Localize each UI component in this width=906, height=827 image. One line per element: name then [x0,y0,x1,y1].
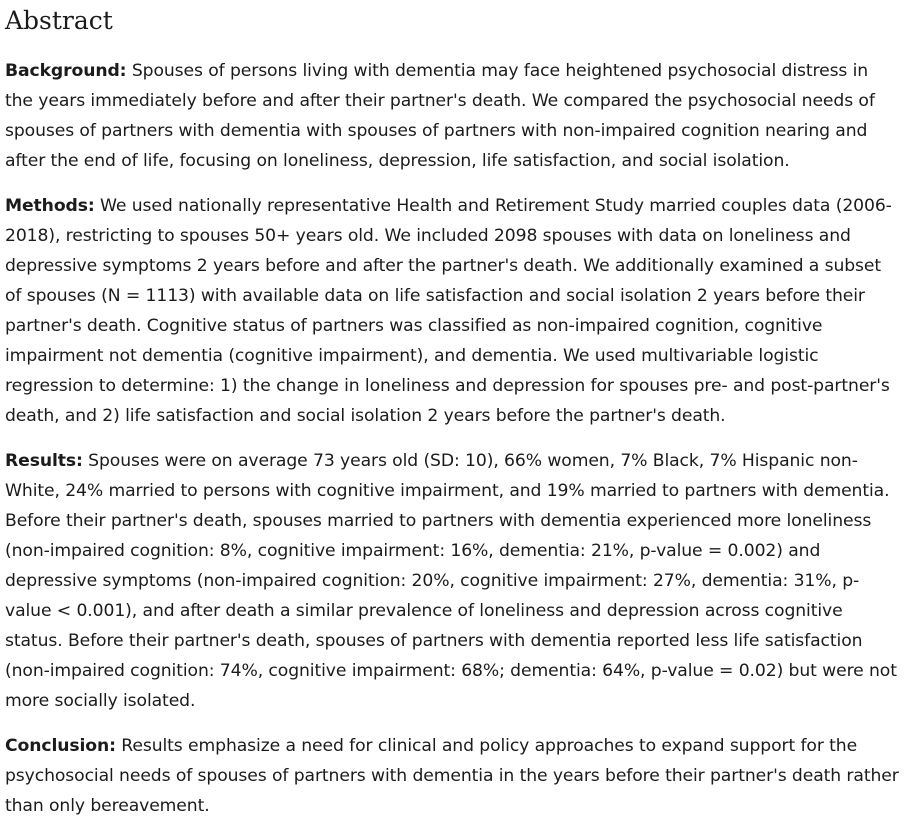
background-paragraph [5,56,900,176]
results-text: Spouses were on average 73 years old (SD: 10), 66% women, 7% Black, 7% Hispanic non-White, 24% married to persons with cognitive impairment, and 19% married to partners with dementia. Before their partner's death, spouses married to partners with dementia experienced more loneliness (non-impaired cognition: 8%, cognitive impairment: 16%, dementia: 21%, p-value = 0.002) and depressive symptoms (non-impaired cognition: 20%, cognitive impairment: 27%, dementia: 31%, p-value < 0.001), and after death a similar prevalence of loneliness and depression across cognitive status. Before their partner's death, spouses of partners with dementia reported less life satisfaction (non-impaired cognition: 74%, cognitive impairment: 68%; dementia: 64%, p-value = 0.02) but were not more socially isolated. [5,451,897,711]
methods-label: Methods: [5,196,95,216]
methods-paragraph [5,191,900,431]
abstract-section [0,4,906,821]
abstract-title: Abstract [5,6,113,35]
background-text: Spouses of persons living with dementia may face heightened psychosocial distress in the years immediately before and after their partner's death. We compared the psychosocial needs of spouses of partners with dementia with spouses of partners with non-impaired cognition nearing and after the end of life, focusing on loneliness, depression, life satisfaction, and social isolation. [5,61,875,171]
results-paragraph [5,446,900,716]
results-label: Results: [5,451,83,471]
conclusion-paragraph [5,731,900,821]
background-label: Background: [5,61,127,81]
conclusion-label: Conclusion: [5,736,116,756]
methods-text: We used nationally representative Health and Retirement Study married couples data (2006-2018), restricting to spouses 50+ years old. We included 2098 spouses with data on loneliness and depressive symptoms 2 years before and after the partner's death. We additionally examined a subset of spouses (N = 1113) with available data on life satisfaction and social isolation 2 years before their partner's death. Cognitive status of partners was classified as non-impaired cognition, cognitive impairment not dementia (cognitive impairment), and dementia. We used multivariable logistic regression to determine: 1) the change in loneliness and depression for spouses pre- and post-partner's death, and 2) life satisfaction and social isolation 2 years before the partner's death. [5,196,892,426]
conclusion-text: Results emphasize a need for clinical and policy approaches to expand support for the psychosocial needs of spouses of partners with dementia in the years before their partner's death rather than only bereavement. [5,736,899,816]
